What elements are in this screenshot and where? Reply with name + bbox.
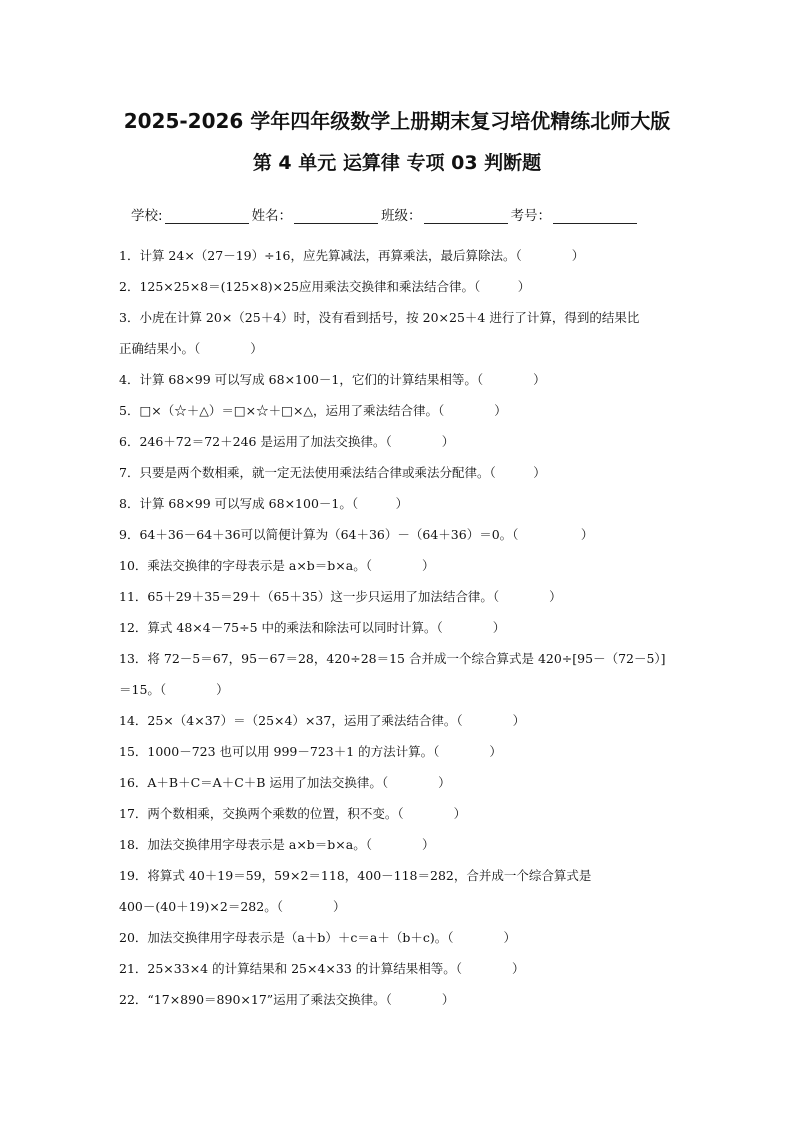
page-title: 2025-2026 学年四年级数学上册期末复习培优精练北师大版 [123,109,671,133]
class-field[interactable] [424,208,508,224]
question-item: 5．□×（☆＋△）＝□×☆＋□×△，运用了乘法结合律。（ ） [119,403,507,418]
question-item: 2．125×25×8＝(125×8)×25应用乘法交换律和乘法结合律。（ ） [119,279,531,294]
exam-number-label: 考号： [510,208,552,224]
question-item: 17．两个数相乘，交换两个乘数的位置，积不变。（ ） [119,806,467,821]
question-item: 7．只要是两个数相乘，就一定无法使用乘法结合律或乘法分配律。（ ） [119,465,546,480]
question-item-continued: ＝15。（ ） [119,682,229,697]
question-item: 4．计算 68×99 可以写成 68×100－1，它们的计算结果相等。（ ） [119,372,546,387]
question-item: 22．“17×890＝890×17”运用了乘法交换律。（ ） [119,992,455,1007]
question-list [119,240,679,1015]
question-item: 18．加法交换律用字母表示是 a×b＝b×a。（ ） [119,837,435,852]
question-item: 10．乘法交换律的字母表示是 a×b＝b×a。（ ） [119,558,435,573]
question-item-continued: 400－(40＋19)×2＝282。（ ） [119,899,346,914]
question-item: 8．计算 68×99 可以写成 68×100－1。（ ） [119,496,409,511]
question-item: 16．A＋B＋C＝A＋C＋B 运用了加法交换律。（ ） [119,775,451,790]
name-field[interactable] [294,208,378,224]
question-item: 21．25×33×4 的计算结果和 25×4×33 的计算结果相等。（ ） [119,961,525,976]
school-label: 学校: [131,208,163,224]
question-item: 9．64＋36－64＋36可以简便计算为（64＋36）－（64＋36）＝0。（ ） [119,527,594,542]
question-item: 1．计算 24×（27－19）÷16，应先算减法，再算乘法，最后算除法。（ ） [119,248,585,263]
question-item: 20．加法交换律用字母表示是（a＋b）＋c＝a＋（b＋c)。（ ） [119,930,516,945]
question-item: 15．1000－723 也可以用 999－723＋1 的方法计算。（ ） [119,744,502,759]
name-label: 姓名： [251,208,293,224]
class-label: 班级： [381,208,422,224]
question-item: 14．25×（4×37）＝（25×4）×37，运用了乘法结合律。（ ） [119,713,526,728]
question-item-continued: 正确结果小。（ ） [119,341,263,356]
question-item: 11．65＋29＋35＝29＋（65＋35）这一步只运用了加法结合律。（ ） [119,589,562,604]
student-info-row [131,202,671,224]
exam-number-field[interactable] [553,208,637,224]
question-item: 13．将 72－5＝67，95－67＝28，420÷28＝15 合并成一个综合算式是 420÷[95－（72－5）] [119,651,666,666]
question-item: 3．小虎在计算 20×（25＋4）时，没有看到括号，按 20×25＋4 进行了计算，得到的结果比 [119,310,640,325]
page-subtitle: 第 4 单元 运算律 专项 03 判断题 [252,152,542,174]
question-item: 6．246＋72＝72＋246 是运用了加法交换律。（ ） [119,434,455,449]
school-field[interactable] [165,208,249,224]
question-item: 12．算式 48×4－75÷5 中的乘法和除法可以同时计算。（ ） [119,620,506,635]
question-item: 19．将算式 40＋19＝59，59×2＝118，400－118＝282，合并成一个综合算式是 [119,868,592,883]
